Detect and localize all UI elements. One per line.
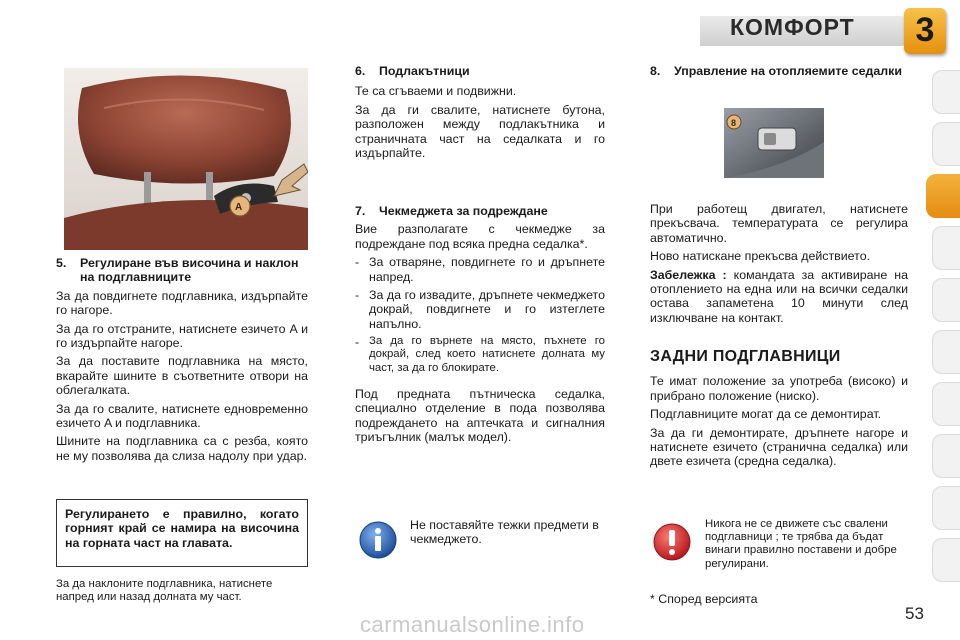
list-item xyxy=(355,255,605,288)
section-8-body xyxy=(650,202,908,329)
section-7 xyxy=(355,204,605,448)
chapter-tab[interactable] xyxy=(932,122,960,166)
paragraph: За да поставите подглавника на място, вкарайте шините в съответните отвори на облегалката. xyxy=(56,354,308,398)
note-text: командата за активиране на отоплението на една или на всички седалки остава запаметена 10 минути след изключване на контакт. xyxy=(650,267,908,325)
section-title: Управление на отопляемите седалки xyxy=(674,64,902,78)
list-item xyxy=(355,288,605,335)
section-6 xyxy=(355,64,605,164)
paragraph: Те са сгъваеми и подвижни. xyxy=(355,84,517,99)
watermark: carmanualsonline.info xyxy=(360,612,585,637)
section-5 xyxy=(56,256,308,467)
chapter-tab[interactable] xyxy=(932,434,960,478)
section-7-heading xyxy=(355,204,605,218)
page-header xyxy=(0,0,960,60)
paragraph: Подглавниците могат да се демонтират. xyxy=(650,407,882,422)
section-title: Подлакътници xyxy=(379,64,470,78)
headrest-photo xyxy=(64,68,308,250)
paragraph: Ново натискане прекъсва действието. xyxy=(650,249,871,264)
danger-icon xyxy=(652,522,692,567)
section-8-heading-block xyxy=(650,64,908,78)
list-item-text: За отваряне, повдигнете го и дръпнете напред. xyxy=(369,255,605,284)
paragraph: Под предната пътническа седалка, специално отделение в пода позволява подреждането на аптечката и сигналния триъгълник (малък модел). xyxy=(355,386,605,445)
paragraph: Те имат положение за употреба (високо) и прибрано положение (ниско). xyxy=(650,374,908,403)
tilt-note: За да наклоните подглавника, натиснете напред или назад долната му част. xyxy=(56,578,273,604)
paragraph: Вие разполагате с чекмедже за подреждане под всяка предна седалка*. xyxy=(355,222,605,251)
headrest-illustration xyxy=(64,68,308,250)
list-bullet: - xyxy=(355,288,360,303)
info-note-text: Не поставяйте тежки предмети в чекмеджето. xyxy=(410,518,599,547)
list-item-text: За да го върнете на място, пъхнете го докрай, след което натиснете долната му част, за да го блокирате. xyxy=(369,335,605,374)
photo-label-a: A xyxy=(235,202,243,213)
note-label: Забележка : xyxy=(650,267,727,282)
chapter-tab[interactable] xyxy=(932,486,960,530)
section-8-heading xyxy=(650,64,908,78)
list-bullet: - xyxy=(355,255,360,270)
paragraph: За да ги свалите, натиснете бутона, разположен между подлакътника и страничната част на седалката и го издърпайте. xyxy=(355,102,605,161)
chapter-title: КОМФОРТ xyxy=(730,14,855,40)
section-number: 7. xyxy=(355,204,366,218)
page-number: 53 xyxy=(905,604,924,623)
paragraph: При работещ двигател, натиснете прекъсвача. температурата се регулира автоматично. xyxy=(650,202,908,245)
heated-seat-switch-photo xyxy=(724,108,824,178)
chapter-tab[interactable] xyxy=(932,278,960,322)
section-number: 5. xyxy=(56,256,67,270)
paragraph: Шините на подглавника са с резба, която не му позволява да слиза надолу при удар. xyxy=(56,434,308,463)
paragraph: За да повдигнете подглавника, издърпайте го нагоре. xyxy=(56,288,308,318)
paragraph: За да ги демонтирате, дръпнете нагоре и натиснете езичето (странична седалка) или двете езичета (средна седалка). xyxy=(650,425,908,469)
note-paragraph xyxy=(650,268,908,326)
list-bullet: - xyxy=(355,335,360,350)
rear-headrests-title: ЗАДНИ ПОДГЛАВНИЦИ xyxy=(650,348,841,365)
chapter-tab[interactable] xyxy=(932,382,960,426)
section-6-heading xyxy=(355,64,605,78)
chapter-tabs xyxy=(926,70,960,580)
chapter-tab[interactable] xyxy=(932,538,960,582)
rear-headrests-section xyxy=(650,350,908,473)
section-title: Чекмеджета за подреждане xyxy=(379,204,548,218)
section-number: 8. xyxy=(650,64,661,78)
chapter-number: 3 xyxy=(915,11,935,49)
info-icon xyxy=(358,520,398,565)
chapter-tab[interactable] xyxy=(932,330,960,374)
photo-label-8: 8 xyxy=(731,118,737,128)
paragraph: За да го свалите, натиснете едновременно езичето A и подглавника. xyxy=(56,401,308,431)
paragraph: За да го отстраните, натиснете езичето A и го издърпайте нагоре. xyxy=(56,321,308,351)
danger-note-text: Никога не се движете със свалени подглавници ; те трябва да бъдат винаги правилно поставени и добре регулирани. xyxy=(705,518,897,570)
chapter-tab[interactable] xyxy=(932,226,960,270)
section-number: 6. xyxy=(355,64,366,78)
seat-switch-illustration xyxy=(724,108,824,178)
list-item xyxy=(355,335,605,379)
footnote: * Според версията xyxy=(650,592,758,606)
section-5-heading xyxy=(56,256,308,285)
list-item-text: За да го извадите, дръпнете чекмеджето докрай, повдигнете и го изтеглете напълно. xyxy=(369,288,605,331)
chapter-tab[interactable] xyxy=(932,70,960,114)
chapter-tab-active[interactable] xyxy=(926,174,960,218)
adjustment-warning-box: Регулирането е правилно, когато горният край се намира на височина на горната част на главата. xyxy=(56,499,308,567)
section-title: Регулиране във височина и наклон на подглавниците xyxy=(80,256,299,285)
chapter-badge xyxy=(904,8,946,54)
